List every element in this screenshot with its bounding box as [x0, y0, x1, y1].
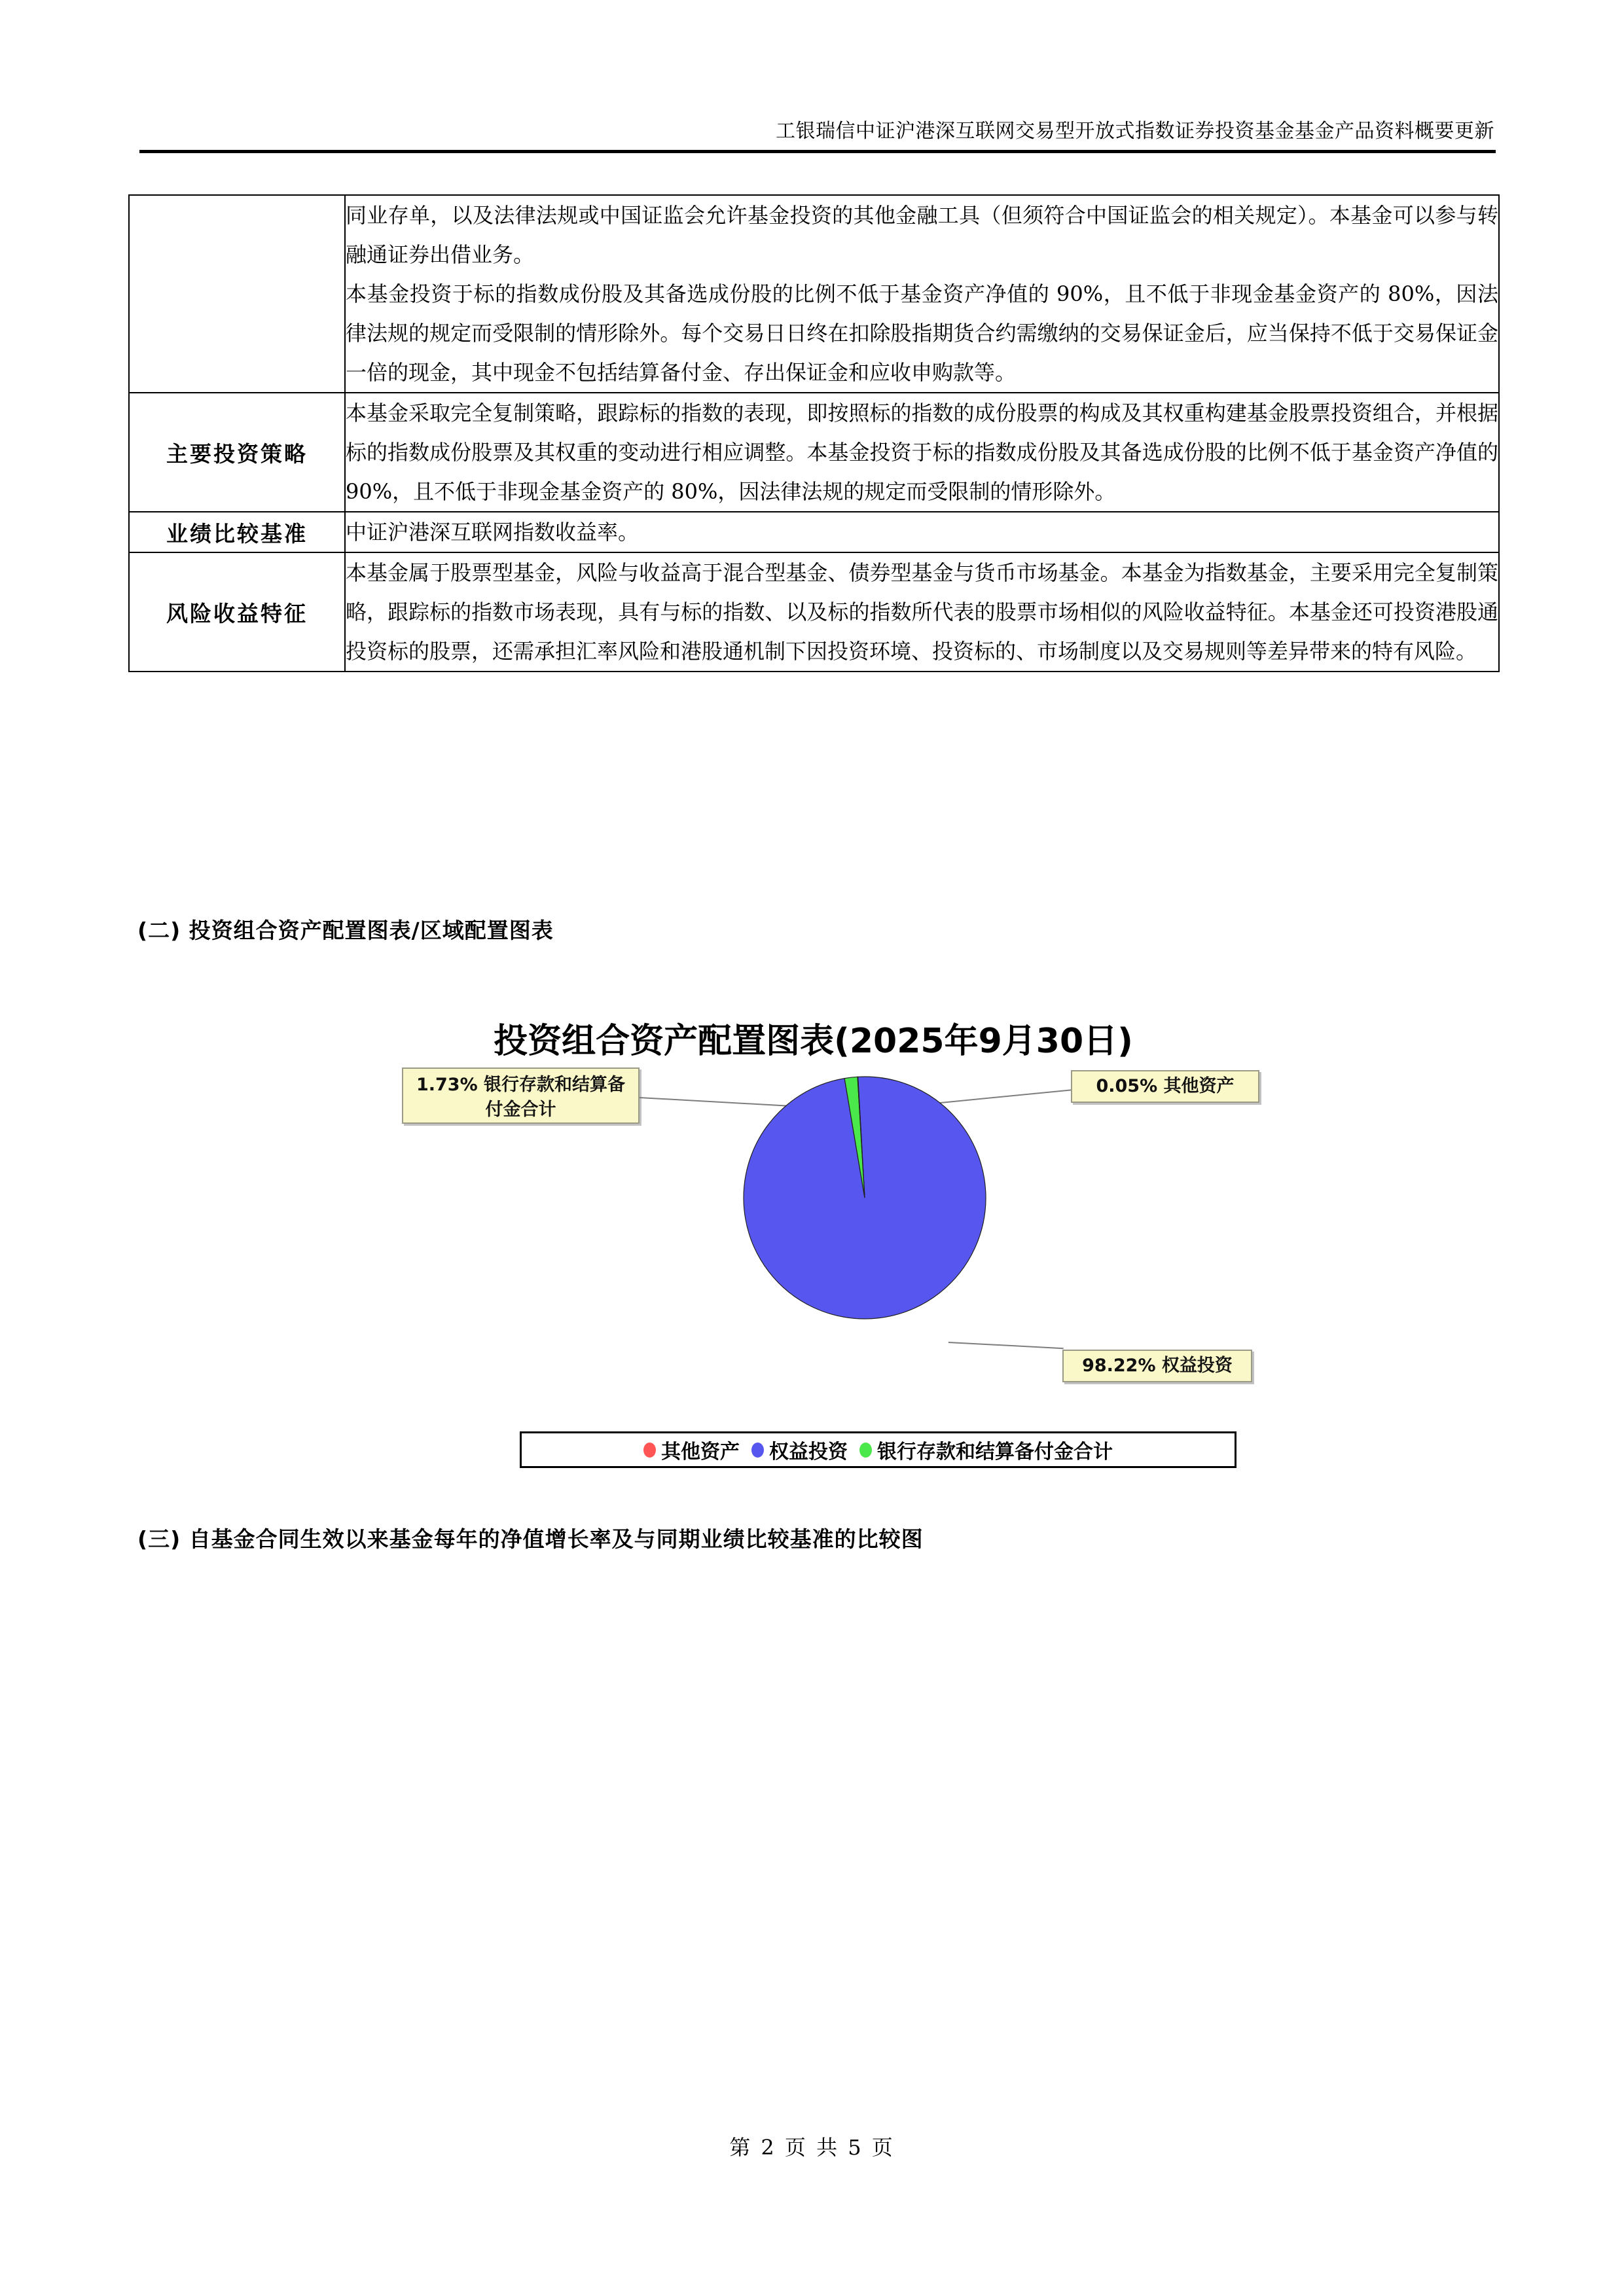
row-label: 业绩比较基准 — [129, 512, 345, 552]
callout-other-assets: 0.05% 其他资产 — [1071, 1070, 1259, 1103]
chart-title: 投资组合资产配置图表(2025年9月30日) — [494, 1022, 1133, 1061]
paragraph: 同业存单，以及法律法规或中国证监会允许基金投资的其他金融工具（但须符合中国证监会的相关规定）。本基金可以参与转融通证券出借业务。 — [346, 203, 1498, 267]
row-body — [345, 195, 1499, 393]
legend-item-bank-deposits — [859, 1435, 1113, 1464]
paragraph: 本基金属于股票型基金，风险与收益高于混合型基金、债券型基金与货币市场基金。本基金为指数基金，主要采用完全复制策略，跟踪标的指数市场表现，具有与标的指数、以及标的指数所代表的股票市场相似的风险收益特征。本基金还可投资港股通投资标的股票，还需承担汇率风险和港股通机制下因投资环境、投资标的、市场制度以及交易规则等差异带来的特有风险。 — [346, 560, 1498, 664]
pie-wrap — [743, 1076, 986, 1319]
legend-marker-icon — [643, 1443, 656, 1458]
pie-svg — [743, 1076, 986, 1319]
chart-legend — [520, 1431, 1236, 1468]
row-body — [345, 552, 1499, 672]
table-row — [129, 552, 1499, 672]
row-body — [345, 512, 1499, 552]
row-body — [345, 393, 1499, 512]
legend-label: 银行存款和结算备付金合计 — [877, 1441, 1113, 1463]
section-heading-three: (三) 自基金合同生效以来基金每年的净值增长率及与同期业绩比较基准的比较图 — [137, 1526, 924, 1552]
page-header-title: 工银瑞信中证沪港深互联网交易型开放式指数证券投资基金基金产品资料概要更新 — [776, 120, 1494, 143]
paragraph: 本基金投资于标的指数成份股及其备选成份股的比例不低于基金资产净值的 90%，且不低于非现金基金资产的 80%，因法律法规的规定而受限制的情形除外。每个交易日日终在扣除股指期货合约需缴纳的交易保证金后，应当保持不低于交易保证金一倍的现金，其中现金不包括结算备付金、存出保证金和应收申购款等。 — [346, 281, 1498, 385]
callout-equity-investment: 98.22% 权益投资 — [1062, 1350, 1252, 1382]
portfolio-allocation-chart — [128, 975, 1498, 1492]
paragraph: 本基金采取完全复制策略，跟踪标的指数的表现，即按照标的指数的成份股票的构成及其权重构建基金股票投资组合，并根据标的指数成份股票及其权重的变动进行相应调整。本基金投资于标的指数成份股及其备选成份股的比例不低于基金资产净值的 90%，且不低于非现金基金资产的 80%，因法律法规的规定而受限制的情形除外。 — [346, 401, 1498, 504]
row-label — [129, 195, 345, 393]
table-row — [129, 195, 1499, 393]
page-footer: 第 2 页 共 5 页 — [729, 2135, 895, 2160]
callout-bank-deposits: 1.73% 银行存款和结算备付金合计 — [402, 1067, 640, 1124]
legend-marker-icon — [751, 1443, 764, 1458]
table-row — [129, 393, 1499, 512]
pie-slices — [744, 1077, 986, 1319]
legend-item-equity — [751, 1435, 848, 1464]
leader-line-equity — [948, 1342, 1064, 1349]
table-body — [129, 195, 1499, 672]
legend-item-other-assets — [643, 1435, 740, 1464]
legend-marker-icon — [859, 1443, 872, 1458]
legend-label: 其他资产 — [661, 1441, 740, 1463]
table-row — [129, 512, 1499, 552]
row-label: 主要投资策略 — [129, 393, 345, 512]
header-divider — [139, 150, 1496, 153]
fund-info-table — [128, 194, 1500, 672]
legend-label: 权益投资 — [769, 1441, 848, 1463]
row-label: 风险收益特征 — [129, 552, 345, 672]
paragraph: 中证沪港深互联网指数收益率。 — [346, 520, 640, 545]
section-heading-two: (二) 投资组合资产配置图表/区域配置图表 — [137, 918, 554, 943]
